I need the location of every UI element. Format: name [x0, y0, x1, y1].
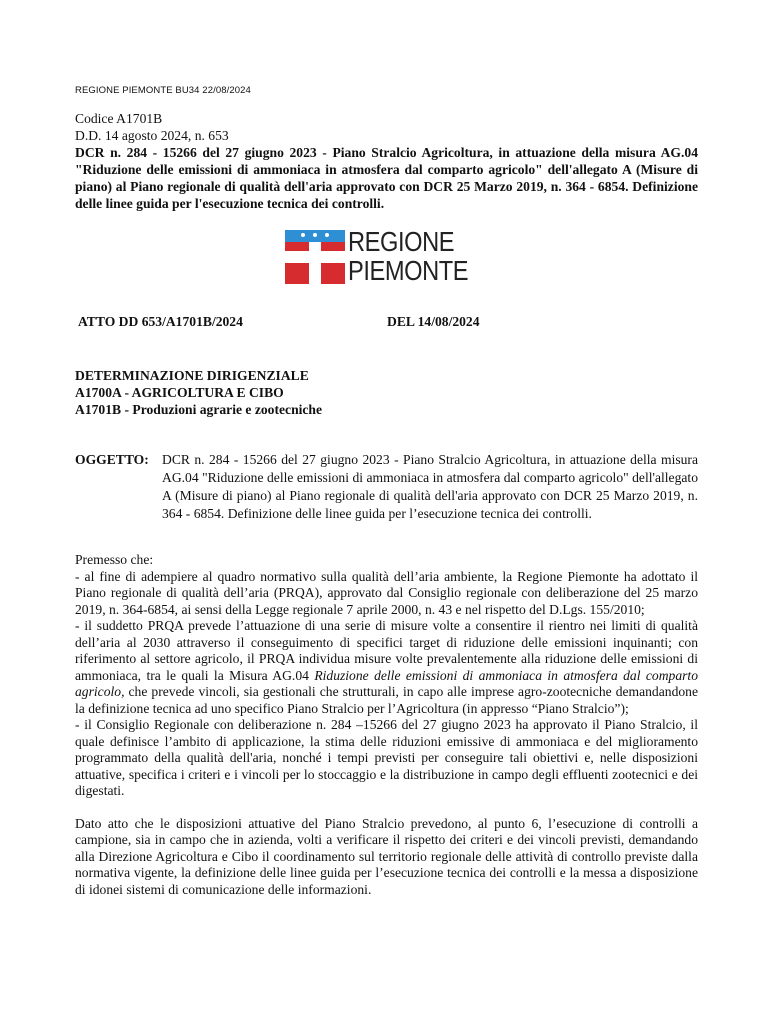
oggetto-label: OGGETTO:	[75, 452, 149, 467]
paragraph-4: Dato atto che le disposizioni attuative del Piano Stralcio prevedono, al punto 6, l’esecuzione di controlli a campione, sia in campo che in azienda, volti a verificare il rispetto dei criteri e dei vincoli previsti, demandando alla Direzione Agricoltura e Cibo il coordinamento sul territorio regionale delle attività di controllo previste dalla normativa vigente, la definizione delle linee guida per l’esecuzione tecnica dei controlli e la messa a disposizione di idonei sistemi di comunicazione delle informazioni.	[75, 815, 698, 897]
paragraph-3: - il Consiglio Regionale con deliberazione n. 284 –15266 del 27 giugno 2023 ha approvato il Piano Stralcio, il quale definisce l’ambito di applicazione, la stima delle riduzioni emissive di ammoniaca e del miglioramento programmato della qualità dell'aria, nonché i tempi previsti per conseguire tali obiettivi e, nelle disposizioni attuative, specifica i criteri e i vincoli per lo stoccaggio e la distribuzione in campo degli effluenti zootecnici e dei digestati.	[75, 717, 698, 798]
logo-wordmark	[348, 228, 468, 286]
office-code: Codice A1701B	[75, 111, 163, 126]
oggetto-block	[75, 451, 698, 523]
determinazione-sector: A1701B - Produzioni agrarie e zootecniche	[75, 402, 323, 417]
paragraph-2-start: - il suddetto PRQA prevede l’attuazione di una serie di misure volte a consentire il rientro nei limiti di qualità dell’aria al 2030 attraverso il conseguimento di specifici target di riduzione delle emissioni inquinanti; con riferimento al settore agricolo, il PRQA individua misure volte prevalentemente alla riduzione delle emissioni di ammoniaca, tra le quali la Misura AG.04	[75, 618, 698, 683]
paragraph-2-italic: Riduzione delle emissioni di ammoniaca in atmosfera dal comparto agricolo,	[75, 667, 698, 699]
atto-number: ATTO DD 653/A1701B/2024	[78, 314, 243, 329]
document-intro	[75, 110, 698, 212]
bulletin-header: REGIONE PIEMONTE BU34 22/08/2024	[75, 85, 251, 96]
determinazione-block	[75, 367, 322, 418]
regione-piemonte-logo	[285, 228, 490, 288]
determinazione-type: DETERMINAZIONE DIRIGENZIALE	[75, 368, 309, 383]
determinazione-direction: A1700A - AGRICOLTURA E CIBO	[75, 385, 284, 400]
paragraph-1: - al fine di adempiere al quadro normativo sulla qualità dell’aria ambiente, la Regione Piemonte ha adottato il Piano regionale di qualità dell’aria (PRQA), approvato dal Consiglio regionale con deliberazione del 25 marzo 2019, n. 364-6854, ai sensi della Legge regionale 7 aprile 2000, n. 43 e nel rispetto del D.Lgs. 155/2010;	[75, 568, 698, 617]
paragraph-2	[75, 618, 698, 717]
premesso-heading: Premesso che:	[75, 552, 154, 567]
atto-date: DEL 14/08/2024	[387, 314, 480, 329]
decree-title: DCR n. 284 - 15266 del 27 giugno 2023 - Piano Stralcio Agricoltura, in attuazione della misura AG.04 "Riduzione delle emissioni di ammoniaca in atmosfera dal comparto agricolo" dell'allegato A (Misure di piano) al Piano regionale di qualità dell'aria approvato con DCR 25 Marzo 2019, n. 364 - 6854. Definizione delle linee guida per l'esecuzione tecnica dei controlli.	[75, 145, 698, 211]
paragraph-gap	[75, 800, 698, 816]
logo-line-2: PIEMONTE	[348, 255, 469, 286]
regione-piemonte-emblem-icon	[285, 230, 345, 284]
paragraph-2-end: che prevede vincoli, sia gestionali che strutturali, in capo alle imprese agro-zootecniche demandandone la definizione tecnica ad uno specifico Piano Stralcio per l’Agricoltura (in appresso “Piano Stralcio”);	[75, 684, 698, 716]
decree-reference: D.D. 14 agosto 2024, n. 653	[75, 128, 229, 143]
document-body	[75, 552, 698, 898]
logo-line-1: REGIONE	[348, 226, 455, 257]
oggetto-text: DCR n. 284 - 15266 del 27 giugno 2023 - Piano Stralcio Agricoltura, in attuazione della misura AG.04 "Riduzione delle emissioni di ammoniaca in atmosfera dal comparto agricolo" dell'allegato A (Misure di piano) al Piano regionale di qualità dell'aria approvato con DCR 25 Marzo 2019, n. 364 - 6854. Definizione delle linee guida per l’esecuzione tecnica dei controlli.	[162, 452, 698, 521]
